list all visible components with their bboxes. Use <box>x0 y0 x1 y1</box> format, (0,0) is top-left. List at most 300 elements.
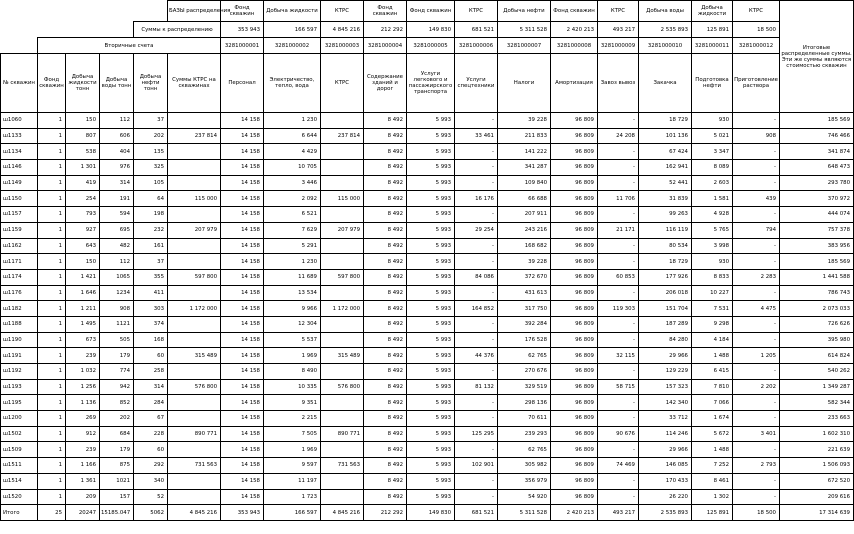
table-cell: 8 492 <box>364 379 407 395</box>
table-cell: 695 <box>100 222 134 238</box>
table-cell: 168 <box>134 332 168 348</box>
table-cell <box>321 207 364 223</box>
table-cell: 8 492 <box>364 332 407 348</box>
table-row <box>1 458 854 474</box>
table-cell <box>321 113 364 129</box>
well-id-cell: ш1195 <box>1 395 38 411</box>
table-cell: 52 441 <box>639 175 692 191</box>
table-cell: 8 492 <box>364 238 407 254</box>
table-cell: 187 289 <box>639 316 692 332</box>
table-cell: 5 537 <box>264 332 321 348</box>
well-id-cell: ш1190 <box>1 332 38 348</box>
table-cell: 284 <box>134 395 168 411</box>
well-id-cell: ш1509 <box>1 442 38 458</box>
table-cell: 254 <box>66 191 100 207</box>
table-cell: 8 492 <box>364 348 407 364</box>
table-cell: 1 674 <box>692 411 733 427</box>
table-cell: 62 765 <box>498 348 551 364</box>
table-cell: 8 492 <box>364 411 407 427</box>
blank-corner <box>1 1 168 22</box>
table-cell: 8 492 <box>364 191 407 207</box>
table-cell: 1 602 310 <box>780 426 854 442</box>
table-cell: 5 993 <box>407 348 455 364</box>
table-cell: - <box>733 238 780 254</box>
table-cell: 11 689 <box>264 269 321 285</box>
table-cell: 96 809 <box>551 332 598 348</box>
table-cell: 1 230 <box>264 113 321 129</box>
table-cell: 14 158 <box>221 379 264 395</box>
well-id-cell: ш1188 <box>1 316 38 332</box>
well-id-cell: ш1157 <box>1 207 38 223</box>
table-cell: 7 505 <box>264 426 321 442</box>
well-id-cell: ш1191 <box>1 348 38 364</box>
well-id-cell: ш1176 <box>1 285 38 301</box>
well-id-cell: ш1193 <box>1 379 38 395</box>
table-cell: 7 810 <box>692 379 733 395</box>
bases-label: БАЗЫ распределения <box>169 8 231 14</box>
table-cell: 1 211 <box>66 301 100 317</box>
table-cell <box>168 364 221 380</box>
well-id-cell: ш1171 <box>1 254 38 270</box>
table-cell: - <box>455 285 498 301</box>
col-header-cost-6: Услуги спецтехники <box>455 54 498 113</box>
table-cell: 4 184 <box>692 332 733 348</box>
table-cell: 439 <box>733 191 780 207</box>
total-cell: 166 597 <box>264 505 321 521</box>
table-cell: 1 581 <box>692 191 733 207</box>
table-cell: - <box>598 175 639 191</box>
table-row <box>1 160 854 176</box>
table-cell: 9 597 <box>264 458 321 474</box>
sums-label: Суммы к распределению <box>134 22 221 38</box>
table-cell: 11 197 <box>264 473 321 489</box>
table-cell: 1 495 <box>66 316 100 332</box>
table-cell: 21 171 <box>598 222 639 238</box>
table-cell: 52 <box>134 489 168 505</box>
table-cell: 191 <box>100 191 134 207</box>
table-row <box>1 411 854 427</box>
table-cell: 8 492 <box>364 426 407 442</box>
table-cell: 5 993 <box>407 301 455 317</box>
table-cell <box>321 316 364 332</box>
table-cell: 482 <box>100 238 134 254</box>
table-cell: 8 492 <box>364 285 407 301</box>
table-cell: 2 202 <box>733 379 780 395</box>
table-cell: 8 492 <box>364 489 407 505</box>
table-cell: - <box>733 395 780 411</box>
table-cell: 731 563 <box>168 458 221 474</box>
total-cell: 212 292 <box>364 505 407 521</box>
table-cell: 7 066 <box>692 395 733 411</box>
table-cell: 356 979 <box>498 473 551 489</box>
account-3: 3281000003 <box>321 38 364 54</box>
account-1: 3281000001 <box>221 38 264 54</box>
table-cell <box>168 442 221 458</box>
table-cell <box>321 285 364 301</box>
table-row <box>1 473 854 489</box>
total-cell: 353 943 <box>221 505 264 521</box>
col-header-cost-4: Содержание зданий и дорог <box>364 54 407 113</box>
table-cell: 2 793 <box>733 458 780 474</box>
table-row <box>1 191 854 207</box>
table-cell: 96 809 <box>551 442 598 458</box>
col-header-cost-5: Услуги легкового и пассажирского транспорта <box>407 54 455 113</box>
table-cell: 1 301 <box>66 160 100 176</box>
table-cell <box>321 175 364 191</box>
col-header-cost-2: Электричество, тепло, вода <box>264 54 321 113</box>
table-cell <box>168 144 221 160</box>
table-cell: - <box>598 238 639 254</box>
table-cell: 8 492 <box>364 442 407 458</box>
table-cell: 157 <box>100 489 134 505</box>
table-cell <box>321 144 364 160</box>
table-cell: 207 979 <box>321 222 364 238</box>
account-6: 3281000006 <box>455 38 498 54</box>
table-cell: 8 492 <box>364 207 407 223</box>
table-cell: 757 378 <box>780 222 854 238</box>
table-cell: 115 000 <box>321 191 364 207</box>
table-cell: 293 780 <box>780 175 854 191</box>
table-cell: 1021 <box>100 473 134 489</box>
table-row <box>1 316 854 332</box>
table-cell: 5 993 <box>407 411 455 427</box>
well-id-cell: ш1182 <box>1 301 38 317</box>
table-cell: - <box>455 332 498 348</box>
table-cell: 298 136 <box>498 395 551 411</box>
table-row <box>1 207 854 223</box>
table-cell: 774 <box>100 364 134 380</box>
table-cell: 4 475 <box>733 301 780 317</box>
table-cell: 32 115 <box>598 348 639 364</box>
table-cell: 67 424 <box>639 144 692 160</box>
table-cell <box>321 473 364 489</box>
table-cell: 314 <box>100 175 134 191</box>
table-cell: 14 158 <box>221 364 264 380</box>
table-cell: 325 <box>134 160 168 176</box>
table-cell: 1 646 <box>66 285 100 301</box>
total-cell: 149 830 <box>407 505 455 521</box>
table-cell: 105 <box>134 175 168 191</box>
table-cell: - <box>598 489 639 505</box>
table-cell: 5 672 <box>692 426 733 442</box>
table-cell: 1 <box>38 316 66 332</box>
table-cell: 5 993 <box>407 458 455 474</box>
total-cell: 5062 <box>134 505 168 521</box>
table-cell: 5 993 <box>407 379 455 395</box>
sum-3: 4 845 216 <box>321 22 364 38</box>
table-cell: 1 <box>38 442 66 458</box>
table-cell: 96 809 <box>551 316 598 332</box>
table-cell: 37 <box>134 254 168 270</box>
col-header-water: Добыча воды тонн <box>100 54 134 113</box>
table-cell: 161 <box>134 238 168 254</box>
table-cell: 96 809 <box>551 113 598 129</box>
table-cell: 198 <box>134 207 168 223</box>
table-cell: 37 <box>134 113 168 129</box>
table-cell: 31 839 <box>639 191 692 207</box>
table-cell: 125 295 <box>455 426 498 442</box>
table-cell: 976 <box>100 160 134 176</box>
table-cell: 202 <box>100 411 134 427</box>
table-cell: 233 663 <box>780 411 854 427</box>
table-cell: 1 <box>38 207 66 223</box>
table-cell: 1 <box>38 348 66 364</box>
total-row <box>1 505 854 521</box>
table-cell: 209 <box>66 489 100 505</box>
table-cell: 60 853 <box>598 269 639 285</box>
table-cell: 505 <box>100 332 134 348</box>
table-cell: 370 972 <box>780 191 854 207</box>
table-cell: 1 361 <box>66 473 100 489</box>
table-cell: 8 461 <box>692 473 733 489</box>
table-cell: 540 262 <box>780 364 854 380</box>
account-2: 3281000002 <box>264 38 321 54</box>
base-group-11: Добыча жидкости <box>692 1 733 22</box>
table-cell: 8 492 <box>364 301 407 317</box>
blank-corner-2 <box>1 22 134 38</box>
table-cell: 1 421 <box>66 269 100 285</box>
sum-9: 493 217 <box>598 22 639 38</box>
table-cell: 96 809 <box>551 222 598 238</box>
table-cell: - <box>455 113 498 129</box>
table-cell: 2 603 <box>692 175 733 191</box>
table-cell: - <box>733 254 780 270</box>
table-cell: 14 158 <box>221 254 264 270</box>
col-header-cost-11: Подготовка нефти <box>692 54 733 113</box>
col-header-cost-12: Приготовление раствора <box>733 54 780 113</box>
table-cell: 14 158 <box>221 144 264 160</box>
well-id-cell: ш1060 <box>1 113 38 129</box>
table-cell: - <box>733 332 780 348</box>
table-cell: 84 280 <box>639 332 692 348</box>
table-cell: 150 <box>66 254 100 270</box>
table-cell: 96 809 <box>551 348 598 364</box>
table-cell: 303 <box>134 301 168 317</box>
final-sums-header: Итоговые распределенные суммы. Эти же суммы являются стоимостью скважин <box>780 1 854 113</box>
table-cell: - <box>598 364 639 380</box>
col-header-cost-3: КТРС <box>321 54 364 113</box>
table-cell: 1 441 588 <box>780 269 854 285</box>
table-cell <box>321 489 364 505</box>
table-cell: 2 215 <box>264 411 321 427</box>
table-cell: 5 993 <box>407 316 455 332</box>
table-cell: 5 291 <box>264 238 321 254</box>
account-11: 3281000011 <box>692 38 733 54</box>
table-cell: 4 928 <box>692 207 733 223</box>
table-cell: 794 <box>733 222 780 238</box>
table-cell <box>168 395 221 411</box>
table-cell: 8 492 <box>364 254 407 270</box>
table-row <box>1 426 854 442</box>
table-cell: 39 228 <box>498 113 551 129</box>
table-cell: - <box>455 207 498 223</box>
table-cell <box>168 332 221 348</box>
table-cell: 404 <box>100 144 134 160</box>
table-cell <box>168 411 221 427</box>
col-header-oil: Добыча нефти тонн <box>134 54 168 113</box>
table-cell: - <box>733 316 780 332</box>
total-cell: 5 311 528 <box>498 505 551 521</box>
table-cell: 67 <box>134 411 168 427</box>
table-cell: 2 073 033 <box>780 301 854 317</box>
table-cell: 60 <box>134 348 168 364</box>
well-id-cell: ш1149 <box>1 175 38 191</box>
well-id-cell: ш1511 <box>1 458 38 474</box>
table-cell: - <box>733 411 780 427</box>
table-cell: 1 488 <box>692 348 733 364</box>
table-cell: 1 <box>38 160 66 176</box>
table-cell: 14 158 <box>221 238 264 254</box>
total-cell: 2 535 893 <box>639 505 692 521</box>
table-cell: 614 824 <box>780 348 854 364</box>
table-cell: 96 809 <box>551 207 598 223</box>
table-row <box>1 442 854 458</box>
table-cell: - <box>598 254 639 270</box>
table-cell: - <box>455 316 498 332</box>
table-cell: 597 800 <box>168 269 221 285</box>
total-cell: 681 521 <box>455 505 498 521</box>
table-cell: - <box>455 254 498 270</box>
table-cell: 372 670 <box>498 269 551 285</box>
table-row <box>1 489 854 505</box>
table-cell <box>168 473 221 489</box>
table-row <box>1 113 854 129</box>
total-cell: 4 845 216 <box>168 505 221 521</box>
table-cell <box>168 254 221 270</box>
well-id-cell: ш1200 <box>1 411 38 427</box>
table-cell: 576 800 <box>321 379 364 395</box>
table-cell: 96 809 <box>551 395 598 411</box>
table-cell: 6 415 <box>692 364 733 380</box>
col-header-cost-7: Налоги <box>498 54 551 113</box>
table-cell: 177 926 <box>639 269 692 285</box>
table-cell: 5 993 <box>407 175 455 191</box>
table-cell: 1 <box>38 379 66 395</box>
table-cell: 807 <box>66 128 100 144</box>
table-cell: 1 302 <box>692 489 733 505</box>
table-cell: - <box>455 473 498 489</box>
col-header-cost-9: Завоз вывоз <box>598 54 639 113</box>
table-cell: - <box>455 160 498 176</box>
table-cell: 14 158 <box>221 222 264 238</box>
table-cell: 14 158 <box>221 458 264 474</box>
table-cell: - <box>733 489 780 505</box>
table-cell: 1121 <box>100 316 134 332</box>
table-cell: 908 <box>100 301 134 317</box>
table-cell: 875 <box>100 458 134 474</box>
table-cell: 8 089 <box>692 160 733 176</box>
table-cell: 1 969 <box>264 442 321 458</box>
table-cell: 340 <box>134 473 168 489</box>
table-cell: 258 <box>134 364 168 380</box>
base-group-6: КТРС <box>455 1 498 22</box>
table-cell: - <box>733 207 780 223</box>
account-7: 3281000007 <box>498 38 551 54</box>
table-cell: 96 809 <box>551 379 598 395</box>
table-cell: 135 <box>134 144 168 160</box>
table-cell: 157 323 <box>639 379 692 395</box>
table-cell: 3 401 <box>733 426 780 442</box>
table-cell: 112 <box>100 113 134 129</box>
table-cell: 5 993 <box>407 160 455 176</box>
table-cell: 7 252 <box>692 458 733 474</box>
table-cell: 927 <box>66 222 100 238</box>
table-cell <box>168 489 221 505</box>
table-row <box>1 222 854 238</box>
table-cell: 329 519 <box>498 379 551 395</box>
table-cell: 597 800 <box>321 269 364 285</box>
table-cell <box>168 175 221 191</box>
table-row <box>1 254 854 270</box>
table-cell: 14 158 <box>221 426 264 442</box>
table-cell: 129 229 <box>639 364 692 380</box>
table-cell: 1 172 000 <box>168 301 221 317</box>
table-cell: 1 <box>38 285 66 301</box>
table-cell: 8 492 <box>364 458 407 474</box>
table-cell: 1 <box>38 426 66 442</box>
base-group-5: Фонд скважин <box>407 1 455 22</box>
table-cell: 207 979 <box>168 222 221 238</box>
account-4: 3281000004 <box>364 38 407 54</box>
table-cell: 90 676 <box>598 426 639 442</box>
well-id-cell: ш1192 <box>1 364 38 380</box>
base-group-9: КТРС <box>598 1 639 22</box>
table-cell: 109 840 <box>498 175 551 191</box>
table-cell: 16 176 <box>455 191 498 207</box>
table-cell: 162 941 <box>639 160 692 176</box>
table-cell <box>168 285 221 301</box>
sum-6: 681 521 <box>455 22 498 38</box>
table-cell: 1 <box>38 364 66 380</box>
table-cell: 96 809 <box>551 238 598 254</box>
table-cell: 239 293 <box>498 426 551 442</box>
table-cell: 18 729 <box>639 254 692 270</box>
table-cell: 14 158 <box>221 332 264 348</box>
table-cell: 8 492 <box>364 316 407 332</box>
table-cell: 8 490 <box>264 364 321 380</box>
table-cell: - <box>455 238 498 254</box>
table-cell: - <box>733 144 780 160</box>
table-cell: 29 966 <box>639 348 692 364</box>
table-cell: 392 284 <box>498 316 551 332</box>
table-cell: 672 520 <box>780 473 854 489</box>
table-cell: 1 488 <box>692 442 733 458</box>
table-cell: 1 172 000 <box>321 301 364 317</box>
table-cell <box>321 364 364 380</box>
table-cell: - <box>598 316 639 332</box>
table-cell: 383 956 <box>780 238 854 254</box>
table-cell: 5 993 <box>407 473 455 489</box>
table-cell: 5 993 <box>407 426 455 442</box>
table-cell: 99 263 <box>639 207 692 223</box>
sum-1: 353 943 <box>221 22 264 38</box>
table-cell <box>168 238 221 254</box>
total-cell: 2 420 213 <box>551 505 598 521</box>
table-cell: 81 132 <box>455 379 498 395</box>
table-cell: 5 993 <box>407 191 455 207</box>
well-id-cell: ш1150 <box>1 191 38 207</box>
table-cell: 7 531 <box>692 301 733 317</box>
base-group-4: Фонд скважин <box>364 1 407 22</box>
table-cell: 942 <box>100 379 134 395</box>
col-header-cost-10: Закачка <box>639 54 692 113</box>
table-cell: 96 809 <box>551 269 598 285</box>
table-cell: 14 158 <box>221 191 264 207</box>
table-cell: 5 021 <box>692 128 733 144</box>
table-cell: 8 833 <box>692 269 733 285</box>
table-cell: 14 158 <box>221 411 264 427</box>
table-cell: 1 969 <box>264 348 321 364</box>
